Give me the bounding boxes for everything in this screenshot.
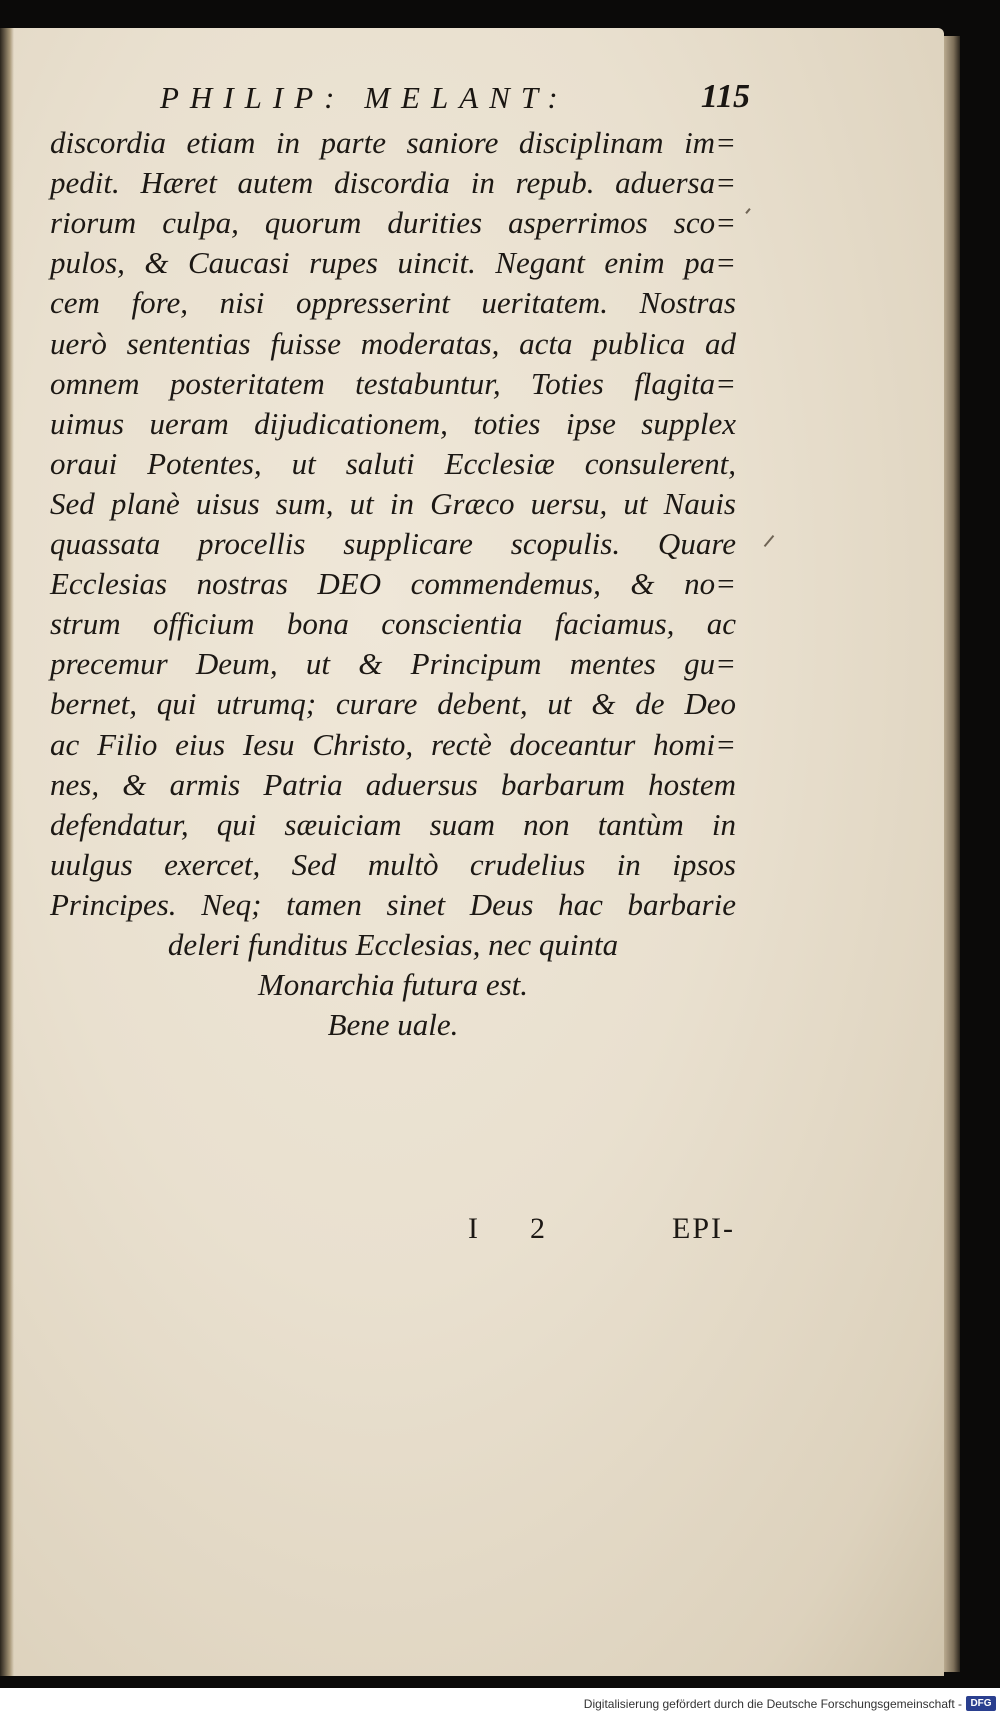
signature-number: 2 (530, 1212, 545, 1245)
text-line: uerò sententias fuisse moderatas, acta publica ad (50, 325, 736, 361)
signature-mark: I (468, 1212, 478, 1245)
text-line: pedit. Hæret autem discordia in repub. aduersa= (50, 165, 736, 201)
dfg-logo: DFG (966, 1696, 996, 1711)
footer-bar (0, 1688, 1000, 1721)
text-line: uimus ueram dijudicationem, toties ipse supplex (50, 405, 736, 441)
text-line: strum officium bona conscientia faciamus, ac (50, 606, 736, 642)
ink-mark (745, 208, 750, 214)
text-line: Principes. Neq; tamen sinet Deus hac barbarie (50, 886, 736, 922)
page-edge (944, 36, 960, 1672)
text-line: quassata procellis supplicare scopulis. Quare (50, 526, 736, 561)
text-line: defendatur, qui sæuiciam suam non tantùm in (50, 806, 736, 842)
page-gutter (0, 28, 14, 1676)
text-line: oraui Potentes, ut saluti Ecclesiæ consulerent, (50, 445, 736, 481)
page-number: 115 (700, 78, 750, 115)
valediction: Bene uale. (327, 1007, 459, 1043)
text-line: Ecclesias nostras DEO commendemus, & no= (50, 566, 736, 602)
text-line: omnem posteritatem testabuntur, Toties flagita= (50, 365, 736, 401)
text-line: uulgus exercet, Sed multò crudelius in ipsos (50, 846, 736, 882)
text-line: nes, & armis Patria aduersus barbarum hostem (50, 766, 736, 802)
catchword: EPI- (672, 1212, 735, 1245)
running-title: PHILIP: MELANT: (160, 80, 569, 115)
text-line: ac Filio eius Iesu Christo, rectè doceantur homi= (50, 726, 736, 762)
text-line: Sed planè uisus sum, ut in Græco uersu, ut Nauis (50, 485, 736, 521)
page-header (160, 80, 750, 120)
text-line: precemur Deum, ut & Principum mentes gu= (50, 646, 736, 682)
catch-line (460, 1212, 735, 1252)
closing-line: Monarchia futura est. (257, 967, 529, 1003)
text-line: riorum culpa, quorum durities asperrimos sco= (50, 205, 736, 241)
text-line: cem fore, nisi oppresserint ueritatem. Nostras (50, 285, 736, 321)
closing-line: deleri funditus Ecclesias, nec quinta (167, 927, 619, 962)
text-line: pulos, & Caucasi rupes uincit. Negant enim pa= (50, 245, 736, 281)
text-line: discordia etiam in parte saniore disciplinam im= (50, 125, 736, 160)
text-line: bernet, qui utrumq; curare debent, ut & de Deo (50, 686, 736, 722)
footer-credit: Digitalisierung gefördert durch die Deutsche Forschungsgemeinschaft - (583, 1697, 962, 1711)
ink-mark (764, 535, 775, 547)
